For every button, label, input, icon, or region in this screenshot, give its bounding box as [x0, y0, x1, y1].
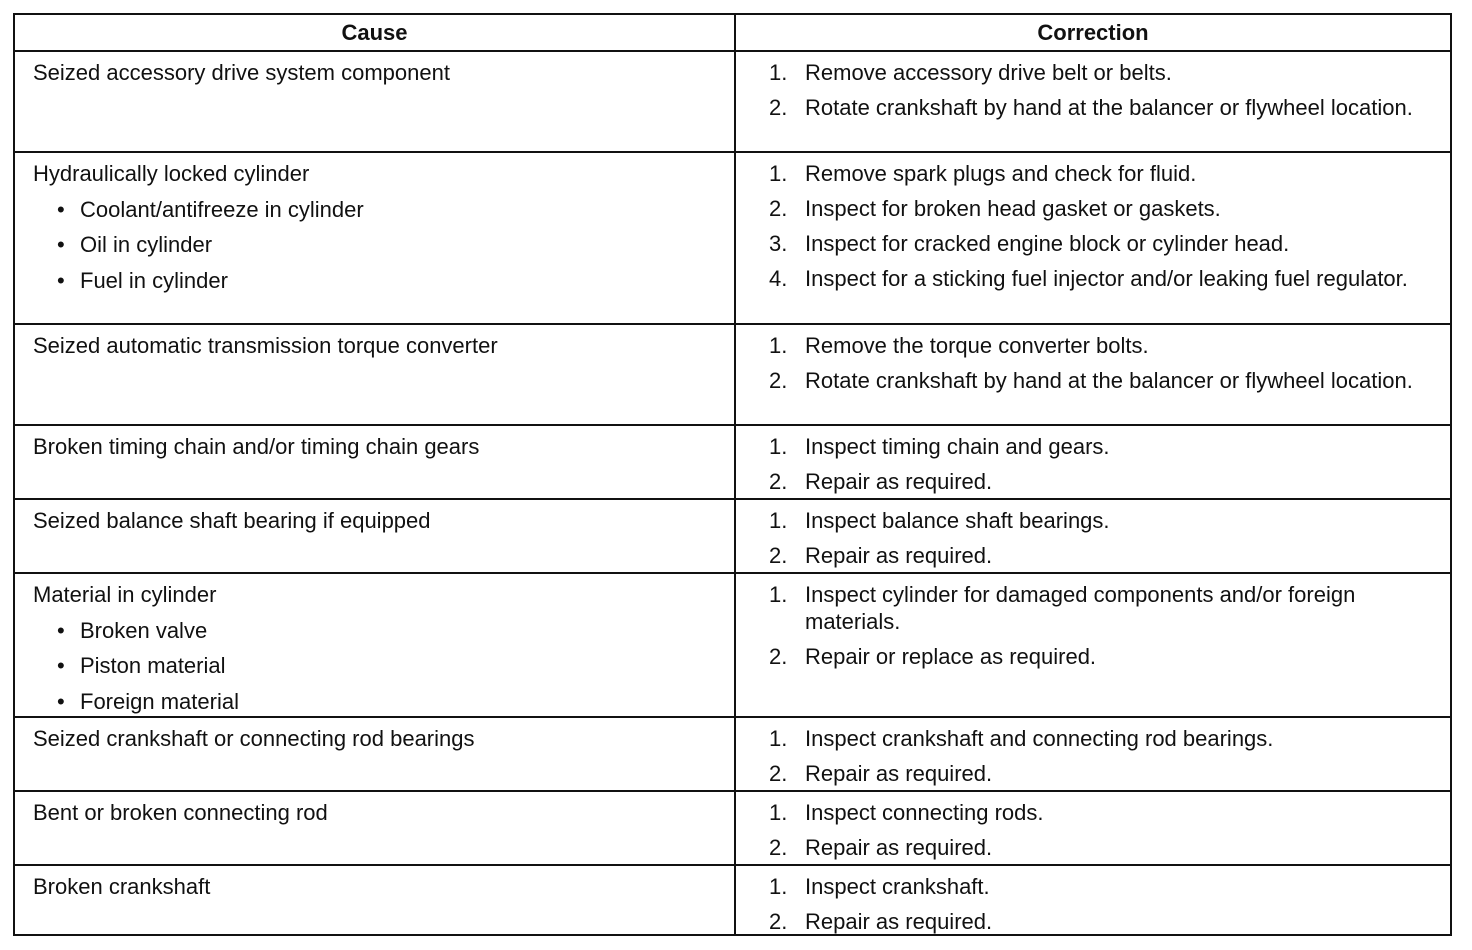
- correction-step: [769, 643, 1442, 670]
- step-number: 1.: [769, 161, 788, 186]
- cause-cell: [15, 500, 736, 574]
- cause-text: Seized balance shaft bearing if equipped: [33, 508, 431, 533]
- step-text: Remove the torque converter bolts.: [805, 333, 1149, 358]
- correction-step: [769, 367, 1442, 394]
- cause-cell: [15, 792, 736, 866]
- cause-cell: [15, 52, 736, 153]
- step-number: 3.: [769, 231, 788, 256]
- cause-cell: [15, 426, 736, 500]
- correction-cell: [736, 153, 1450, 325]
- correction-step: [769, 195, 1442, 222]
- step-text: Remove accessory drive belt or belts.: [805, 60, 1172, 85]
- step-number: 1.: [769, 874, 788, 899]
- cause-text: Seized crankshaft or connecting rod bearings: [33, 726, 475, 751]
- cause-text: Material in cylinder: [33, 582, 217, 607]
- correction-step: [769, 542, 1442, 569]
- correction-step: [769, 59, 1442, 86]
- step-text: Inspect crankshaft and connecting rod bearings.: [805, 726, 1274, 751]
- correction-step: [769, 834, 1442, 861]
- step-text: Inspect timing chain and gears.: [805, 434, 1110, 459]
- correction-step-list: [769, 59, 1442, 121]
- step-number: 2.: [769, 761, 788, 786]
- step-number: 1.: [769, 582, 788, 607]
- step-text: Inspect for cracked engine block or cylinder head.: [805, 231, 1290, 256]
- cause-bullet-list: [33, 617, 734, 716]
- correction-step: [769, 799, 1442, 826]
- cause-cell: [15, 325, 736, 426]
- correction-cell: [736, 500, 1450, 574]
- cause-bullet-item: • Broken valve: [33, 617, 734, 645]
- correction-step-list: [769, 799, 1442, 861]
- step-text: Rotate crankshaft by hand at the balancer or flywheel location.: [805, 368, 1413, 393]
- step-number: 2.: [769, 95, 788, 120]
- diagnosis-table: [13, 13, 1452, 936]
- cause-cell: [15, 153, 736, 325]
- cause-bullet-item: • Foreign material: [33, 688, 734, 716]
- cause-bullet-list: [33, 196, 734, 295]
- cause-text: Broken crankshaft: [33, 874, 211, 899]
- step-number: 2.: [769, 909, 788, 934]
- correction-cell: [736, 866, 1450, 934]
- cause-text: Seized accessory drive system component: [33, 60, 450, 85]
- correction-step: [769, 725, 1442, 752]
- correction-step: [769, 507, 1442, 534]
- step-text: Repair as required.: [805, 469, 993, 494]
- cause-bullet-item: • Oil in cylinder: [33, 231, 734, 259]
- step-text: Repair as required.: [805, 835, 993, 860]
- step-number: 4.: [769, 266, 788, 291]
- cause-text: Hydraulically locked cylinder: [33, 161, 310, 186]
- step-text: Repair or replace as required.: [805, 644, 1097, 669]
- correction-cell: [736, 718, 1450, 792]
- correction-step: [769, 760, 1442, 787]
- step-text: Repair as required.: [805, 543, 993, 568]
- correction-cell: [736, 52, 1450, 153]
- cause-cell: [15, 718, 736, 792]
- step-text: Inspect for a sticking fuel injector and/or leaking fuel regulator.: [805, 266, 1408, 291]
- cause-cell: [15, 866, 736, 934]
- step-number: 1.: [769, 726, 788, 751]
- step-text: Repair as required.: [805, 909, 993, 934]
- correction-step: [769, 468, 1442, 495]
- correction-step: [769, 94, 1442, 121]
- correction-step-list: [769, 581, 1442, 670]
- step-number: 2.: [769, 368, 788, 393]
- step-number: 1.: [769, 800, 788, 825]
- step-number: 1.: [769, 60, 788, 85]
- correction-cell: [736, 325, 1450, 426]
- correction-cell: [736, 574, 1450, 718]
- step-number: 2.: [769, 644, 788, 669]
- step-text: Inspect balance shaft bearings.: [805, 508, 1110, 533]
- correction-step: [769, 908, 1442, 934]
- step-text: Remove spark plugs and check for fluid.: [805, 161, 1197, 186]
- step-number: 2.: [769, 543, 788, 568]
- correction-step: [769, 873, 1442, 900]
- cause-cell: [15, 574, 736, 718]
- correction-step: [769, 265, 1442, 292]
- correction-step-list: [769, 332, 1442, 394]
- header-correction: Correction: [736, 15, 1450, 52]
- correction-step: [769, 332, 1442, 359]
- cause-text: Broken timing chain and/or timing chain gears: [33, 434, 480, 459]
- step-number: 1.: [769, 434, 788, 459]
- step-text: Inspect connecting rods.: [805, 800, 1044, 825]
- step-number: 2.: [769, 469, 788, 494]
- correction-cell: [736, 426, 1450, 500]
- step-number: 1.: [769, 508, 788, 533]
- correction-step-list: [769, 725, 1442, 787]
- header-cause: Cause: [15, 15, 736, 52]
- correction-step: [769, 433, 1442, 460]
- cause-bullet-item: • Fuel in cylinder: [33, 267, 734, 295]
- correction-step-list: [769, 507, 1442, 569]
- step-number: 1.: [769, 333, 788, 358]
- step-text: Repair as required.: [805, 761, 993, 786]
- correction-cell: [736, 792, 1450, 866]
- cause-bullet-item: • Piston material: [33, 652, 734, 680]
- step-text: Inspect for broken head gasket or gaskets.: [805, 196, 1221, 221]
- correction-step: [769, 230, 1442, 257]
- step-number: 2.: [769, 835, 788, 860]
- correction-step-list: [769, 160, 1442, 292]
- step-text: Rotate crankshaft by hand at the balancer or flywheel location.: [805, 95, 1413, 120]
- correction-step-list: [769, 873, 1442, 934]
- cause-text: Bent or broken connecting rod: [33, 800, 328, 825]
- correction-step-list: [769, 433, 1442, 495]
- step-text: Inspect crankshaft.: [805, 874, 990, 899]
- step-text: Inspect cylinder for damaged components and/or foreign materials.: [805, 582, 1356, 634]
- cause-text: Seized automatic transmission torque converter: [33, 333, 498, 358]
- cause-bullet-item: • Coolant/antifreeze in cylinder: [33, 196, 734, 224]
- step-number: 2.: [769, 196, 788, 221]
- correction-step: [769, 160, 1442, 187]
- correction-step: [769, 581, 1442, 635]
